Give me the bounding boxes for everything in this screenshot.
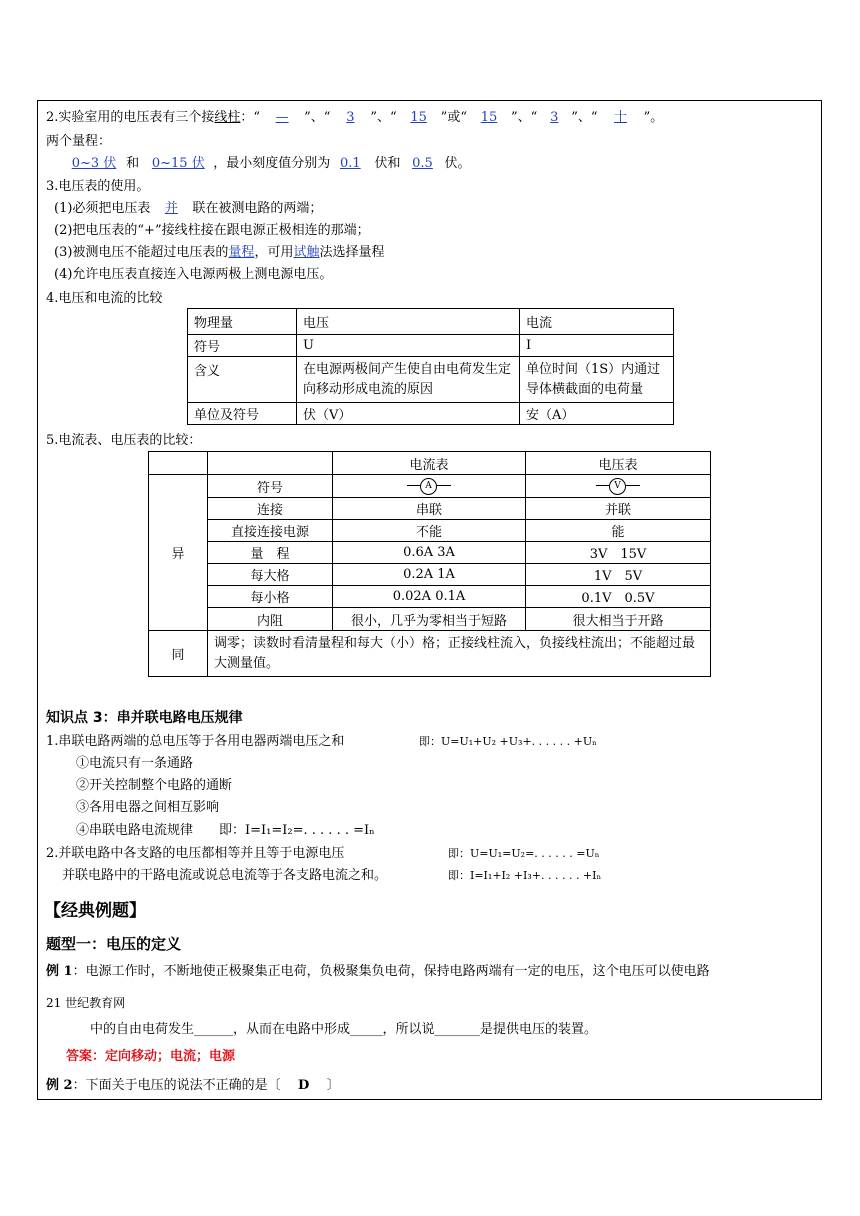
kp3-point-a: ①电流只有一条通路 xyxy=(76,756,194,771)
text: 法选择量程 xyxy=(319,245,385,260)
usage-point-3 xyxy=(54,244,384,262)
range-2: 0~15 伏 xyxy=(151,156,205,171)
cell: 1V 5V xyxy=(526,564,711,586)
cell: 并联 xyxy=(526,498,711,520)
cell: 不能 xyxy=(333,520,526,542)
blank-terminal-2: 3 xyxy=(346,110,355,125)
kp3-point-d: ④串联电路电流规律 即：I=I₁=I₂=. . . . . . =Iₙ xyxy=(76,823,375,838)
min-scale-2: 0.5 xyxy=(412,156,433,171)
blank-terminal-6: 十 xyxy=(614,110,628,125)
text: ：电源工作时，不断地使正极聚集正电荷，负极聚集负电荷，保持电路两端有一定的电压，这个电压可以使电路 xyxy=(72,964,710,979)
cell: 0.2A 1A xyxy=(333,564,526,586)
cell: 电流表 xyxy=(333,452,526,475)
text: 2.实验室用的电压表有三个接 xyxy=(46,110,215,125)
example-2-answer: D xyxy=(297,1078,310,1093)
usage-point-2: (2)把电压表的“+”接线柱接在跟电源正极相连的那端； xyxy=(54,223,370,238)
kp3-formula-2: 即：U=U₁=U₂=. . . . . . =Uₙ xyxy=(448,847,600,860)
usage-title: 3.电压表的使用。 xyxy=(46,179,150,194)
text: ”、“ xyxy=(510,110,538,125)
same-label: 同 xyxy=(149,631,208,677)
cell: 能 xyxy=(526,520,711,542)
text: (3)被测电压不能超过电压表的 xyxy=(54,245,229,260)
text: ”、“ xyxy=(370,110,397,125)
cell: 很小，几乎为零相当于短路 xyxy=(333,608,526,631)
kp3-line-2: 2.并联电路中各支路的电压都相等并且等于电源电压 xyxy=(46,846,345,861)
cell: 符号 xyxy=(208,475,333,498)
usage-point-1 xyxy=(54,200,322,218)
blank-parallel: 并 xyxy=(164,201,178,216)
text: ”、“ xyxy=(571,110,598,125)
kp3-point-b: ②开关控制整个电路的通断 xyxy=(76,778,233,793)
blank-terminal-3: 15 xyxy=(410,110,427,125)
cell: 每大格 xyxy=(208,564,333,586)
cell: 在电源两极间产生使自由电荷发生定向移动形成电流的原因 xyxy=(297,357,520,403)
text: (1)必须把电压表 xyxy=(54,201,151,216)
text: ，可用 xyxy=(254,245,294,260)
cell: 单位时间（1S）内通过导体横截面的电荷量 xyxy=(520,357,674,403)
kp3-formula-1: 即：U=U₁+U₂ +U₃+. . . . . . +Uₙ xyxy=(419,735,597,748)
cell: 量 程 xyxy=(208,542,333,564)
example-1-continuation: 中的自由电荷发生______，从而在电路中形成_____，所以说_______是提供电压的装置。 xyxy=(90,1022,598,1037)
ammeter-voltmeter-table xyxy=(148,451,711,677)
link-trial-touch[interactable]: 试触 xyxy=(293,245,320,260)
text: ，最小刻度值分别为 xyxy=(213,156,331,171)
cell xyxy=(149,452,208,475)
compare2-title: 5.电流表、电压表的比较： xyxy=(46,433,202,448)
cell: 符号 xyxy=(188,335,297,357)
text: 伏和 xyxy=(374,156,401,171)
blank-underline xyxy=(111,133,141,151)
diff-label: 异 xyxy=(149,475,208,631)
range-1: 0~3 伏 xyxy=(71,156,117,171)
cell xyxy=(208,452,333,475)
cell: 很大相当于开路 xyxy=(526,608,711,631)
cell: 电压表 xyxy=(526,452,711,475)
kp3-formula-3: 即：I=I₁+I₂ +I₃+. . . . . . +Iₙ xyxy=(448,869,602,882)
example-1-label: 例 1 xyxy=(46,964,73,979)
type1-heading: 题型一：电压的定义 xyxy=(46,935,182,953)
text: ”或“ xyxy=(440,110,467,125)
ranges-line xyxy=(66,155,470,173)
kp3-title: 知识点 3：串并联电路电压规律 xyxy=(46,710,243,726)
voltmeter-v: V xyxy=(609,478,626,495)
usage-point-4: (4)允许电压表直接连入电源两极上测电源电压。 xyxy=(54,267,333,282)
text: ”。 xyxy=(643,110,664,125)
cell: 0.1V 0.5V xyxy=(526,586,711,608)
cell: 直接连接电源 xyxy=(208,520,333,542)
ranges-label-line xyxy=(46,133,141,151)
text: ”、“ xyxy=(304,110,331,125)
blank-terminal-5: 3 xyxy=(550,110,559,125)
cell: 每小格 xyxy=(208,586,333,608)
cell: 连接 xyxy=(208,498,333,520)
voltage-current-table xyxy=(187,308,674,425)
link-terminal[interactable]: 线柱 xyxy=(214,110,241,125)
example-2-label: 例 2 xyxy=(46,1078,73,1093)
example-2 xyxy=(46,1077,340,1095)
cell: 安（A） xyxy=(520,403,674,425)
blank-terminal-1: — xyxy=(275,110,289,125)
cell: 电流 xyxy=(520,309,674,335)
cell: 3V 15V xyxy=(526,542,711,564)
cell: 串联 xyxy=(333,498,526,520)
text: ：下面关于电压的说法不正确的是〔 xyxy=(72,1078,281,1093)
cell: 电压 xyxy=(297,309,520,335)
compare1-title: 4.电压和电流的比较 xyxy=(46,291,163,306)
cell: 内阻 xyxy=(208,608,333,631)
cell: 0.6A 3A xyxy=(333,542,526,564)
cell: I xyxy=(520,335,674,357)
same-text: 调零；读数时看清量程和每大（小）格；正接线柱流入，负接线柱流出；不能超过最大测量值。 xyxy=(208,631,711,677)
text: 〕 xyxy=(326,1078,340,1093)
cell: 含义 xyxy=(188,357,297,403)
cell: U xyxy=(297,335,520,357)
example-1 xyxy=(46,963,710,981)
text: 联在被测电路的两端； xyxy=(192,201,323,216)
examples-heading: 【经典例题】 xyxy=(44,901,146,921)
link-range[interactable]: 量程 xyxy=(228,245,255,260)
text: 1.串联电路两端的总电压等于各用电器两端电压之和 xyxy=(46,734,345,749)
ranges-label: 两个量程： xyxy=(46,134,112,149)
ammeter-symbol xyxy=(333,475,526,498)
text: ：“ xyxy=(240,110,261,125)
blank-terminal-4: 15 xyxy=(480,110,498,125)
cell: 物理量 xyxy=(188,309,297,335)
kp3-point-c: ③各用电器之间相互影响 xyxy=(76,800,220,815)
text: 和 xyxy=(126,156,140,171)
example-1-answer: 答案：定向移动；电流；电源 xyxy=(66,1049,236,1064)
cell: 0.02A 0.1A xyxy=(333,586,526,608)
cell: 单位及符号 xyxy=(188,403,297,425)
example-1-source: 21 世纪教育网 xyxy=(46,996,126,1010)
ammeter-a: A xyxy=(420,478,437,495)
voltmeter-terminals-line xyxy=(46,109,663,127)
min-scale-1: 0.1 xyxy=(339,156,361,171)
text: 伏。 xyxy=(444,156,471,171)
kp3-line-1 xyxy=(46,733,344,751)
kp3-line-3: 并联电路中的干路电流或说总电流等于各支路电流之和。 xyxy=(62,868,388,883)
voltmeter-symbol xyxy=(526,475,711,498)
cell: 伏（V） xyxy=(297,403,520,425)
